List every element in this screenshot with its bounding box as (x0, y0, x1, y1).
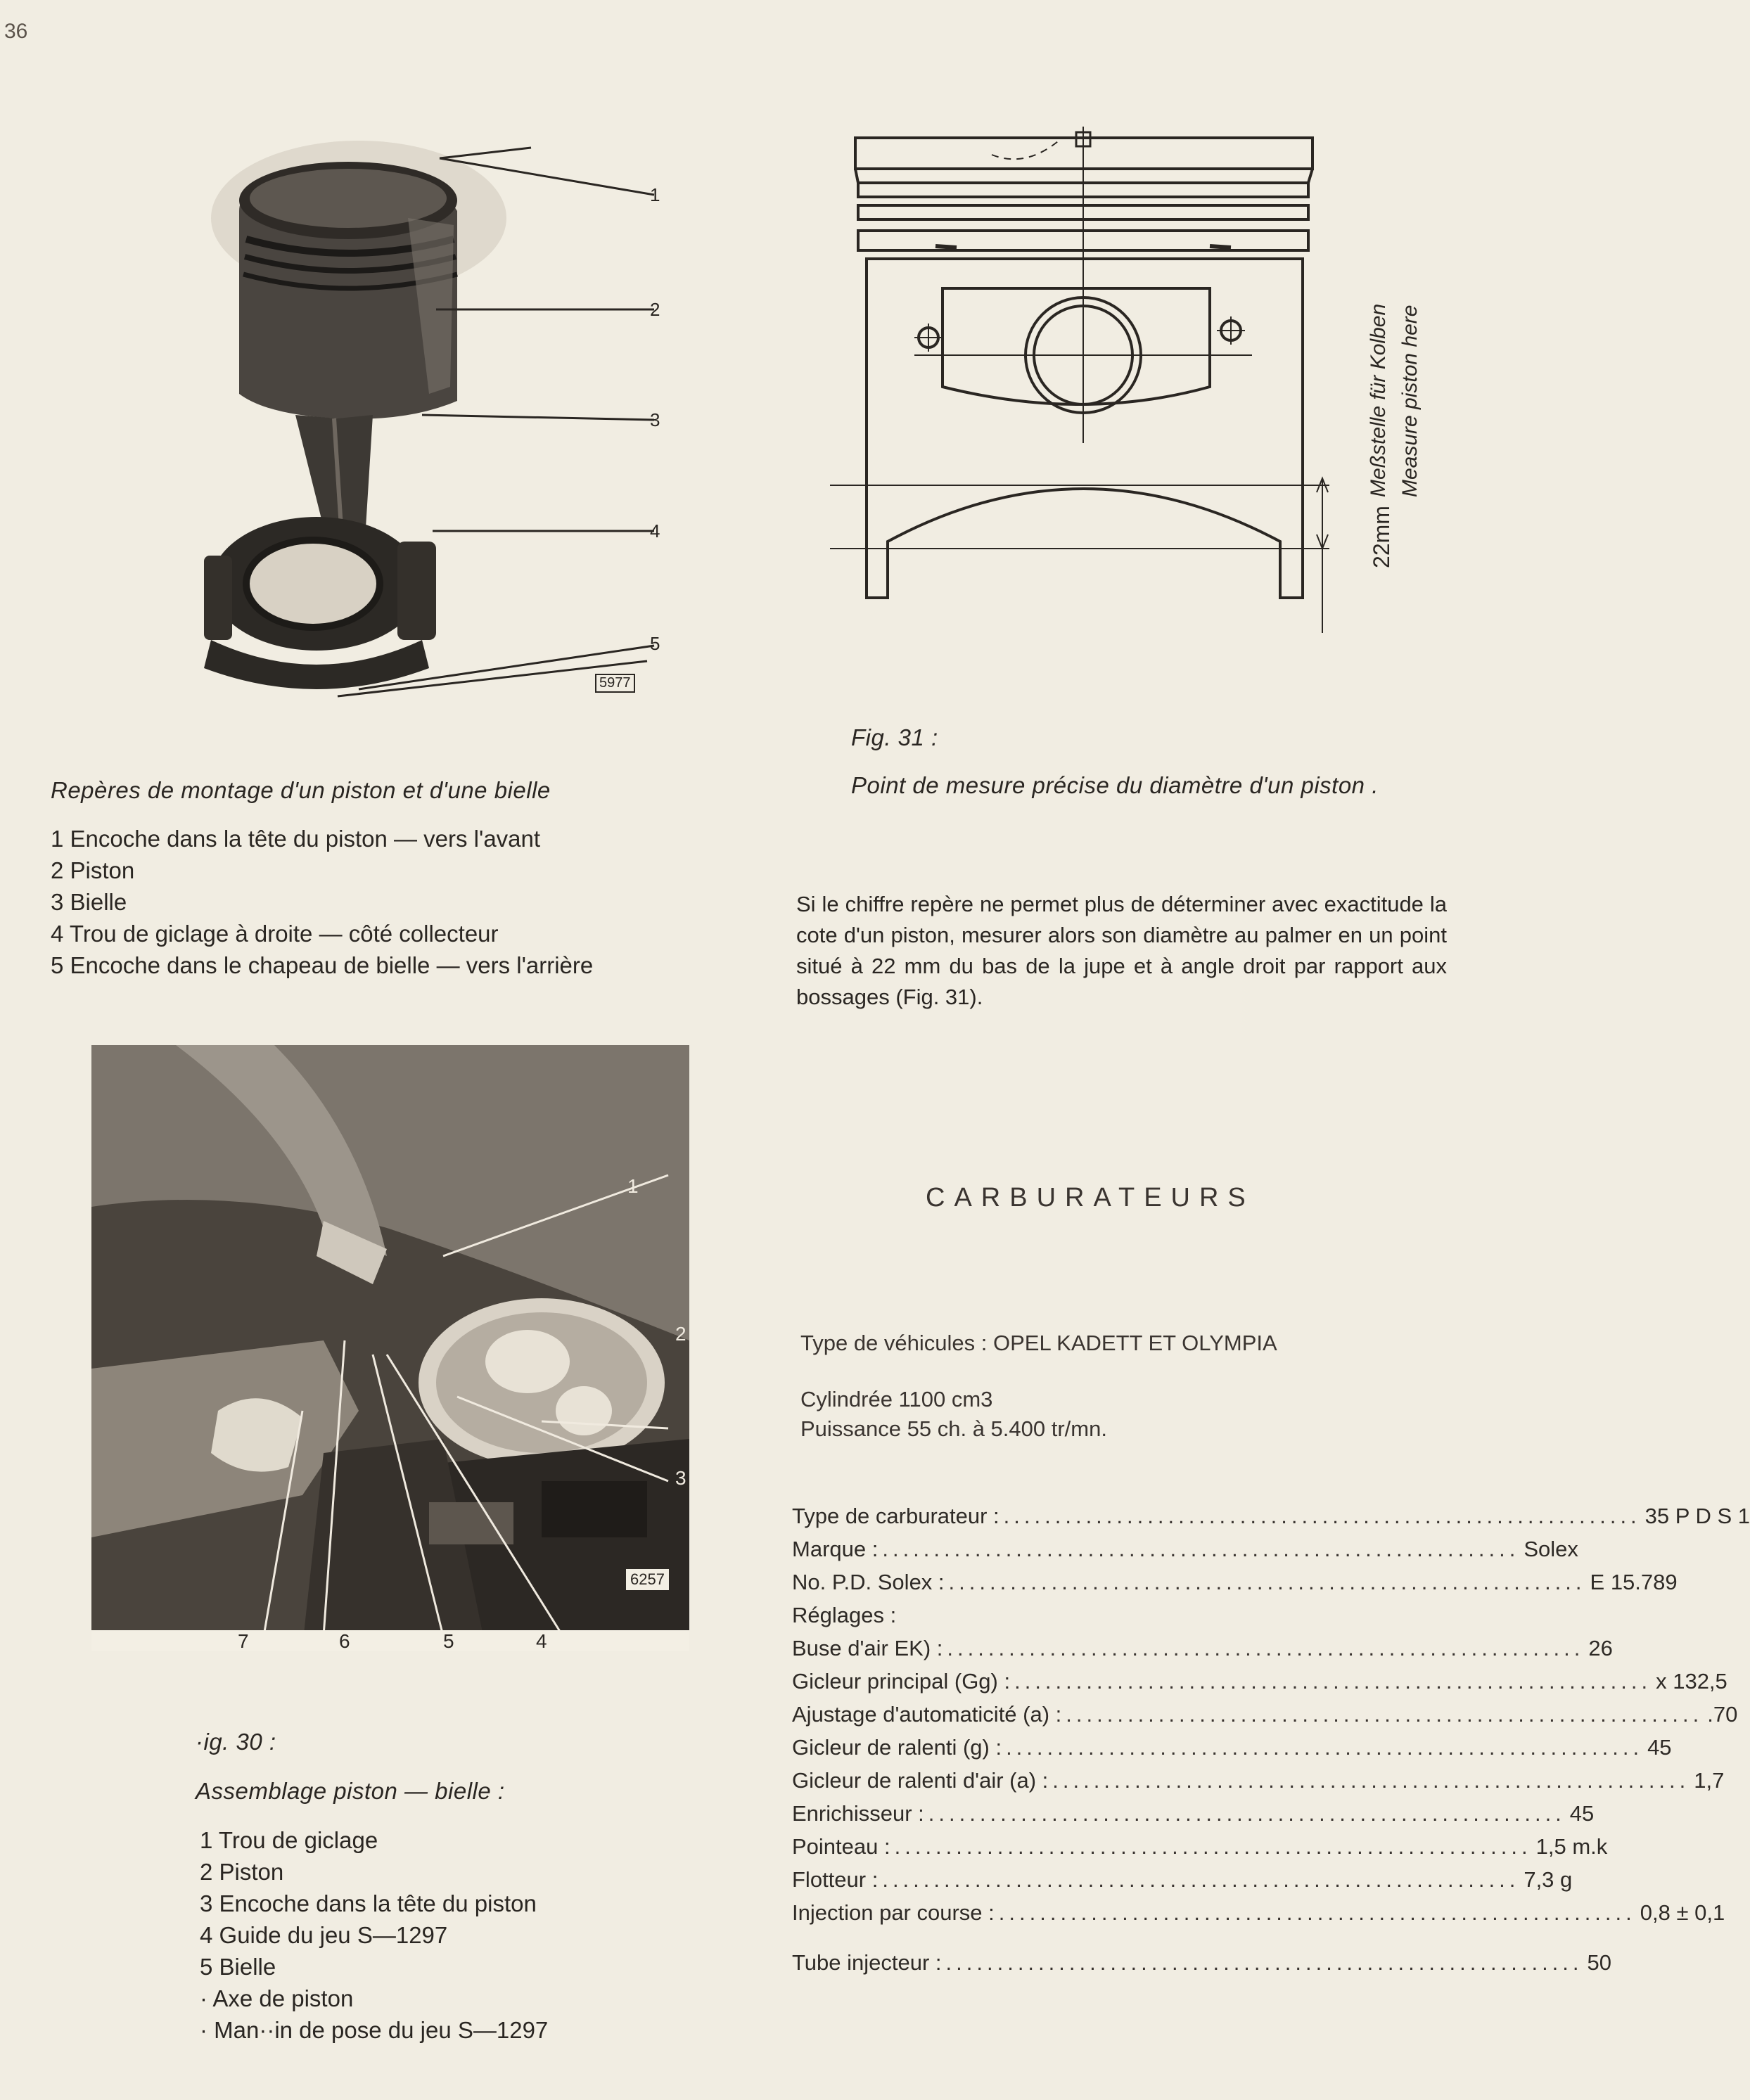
plate-number: 5977 (595, 674, 635, 693)
page-number: 36 (4, 20, 28, 43)
spec-row: Gicleur principal (Gg) : .............................................................. x 132,5 (792, 1669, 1727, 1694)
callout-4: 4 (650, 520, 660, 542)
legend-item: 1 Trou de giclage (200, 1827, 378, 1853)
spec-row: Gicleur de ralenti (g) : .............................................................. 45 (792, 1735, 1672, 1760)
displacement: Cylindrée 1100 cm3 (800, 1387, 993, 1411)
spec-row: Réglages : (792, 1603, 897, 1627)
spec-row: Type de carburateur : .............................................................. 35 P D S 1 (792, 1504, 1750, 1528)
legend-item: 3 Encoche dans la tête du piston (200, 1890, 537, 1916)
spec-row: Pointeau : .............................................................. 1,5 m.k (792, 1834, 1608, 1859)
spec-row: No. P.D. Solex : .............................................................. E 15.789 (792, 1570, 1678, 1594)
spec-row: Enrichisseur : .............................................................. 45 (792, 1801, 1595, 1826)
legend-item: 5 Bielle (200, 1954, 276, 1980)
photo-callout-2: 2 (675, 1323, 686, 1345)
assembly-photo (91, 1045, 689, 1646)
legend-item: 2 Piston (51, 857, 135, 883)
piston-drawing (830, 127, 1336, 633)
legend-item: · Man··in de pose du jeu S—1297 (200, 2017, 549, 2043)
vehicle-type: Type de véhicules : OPEL KADETT ET OLYMPIA (800, 1331, 1277, 1355)
spec-row: Buse d'air EK) : .............................................................. 26 (792, 1636, 1613, 1660)
callout-1: 1 (650, 184, 660, 205)
fig30-caption-number: ·ig. 30 : (196, 1729, 276, 1755)
body-paragraph: Si le chiffre repère ne permet plus de déterminer avec exactitude la cote d'un piston, mesurer alors son diamètre au palmer en un point situé à 22 mm du bas de la jupe et à angle droit par rapport aux bossages (Fig. 31). (796, 892, 1447, 1009)
callout-5: 5 (650, 633, 660, 654)
fig31-caption-text: Point de mesure précise du diamètre d'un piston . (851, 772, 1379, 798)
photo-callout-strip (91, 1630, 689, 1651)
fig30-legend (200, 1824, 548, 2046)
photo-callout-5: 5 (443, 1630, 454, 1652)
legend-item: 4 Trou de giclage à droite — côté collecteur (51, 921, 499, 947)
figure-legend (51, 823, 593, 981)
callout-3: 3 (650, 409, 660, 430)
callout-2: 2 (650, 299, 660, 320)
photo-callout-1: 1 (627, 1175, 639, 1197)
spec-row: Flotteur : .............................................................. 7,3 g (792, 1867, 1573, 1892)
dimension-label: 22mm (1368, 506, 1394, 568)
spec-row: Tube injecteur : .............................................................. 50 (792, 1950, 1612, 1975)
photo-plate-number: 6257 (626, 1569, 669, 1590)
legend-item: 3 Bielle (51, 889, 127, 915)
figure-caption-title: Repères de montage d'un piston et d'une bielle (51, 777, 551, 803)
fig30-caption-title: Assemblage piston — bielle : (196, 1778, 505, 1804)
power: Puissance 55 ch. à 5.400 tr/mn. (800, 1416, 1107, 1441)
photo-callout-4: 4 (536, 1630, 547, 1652)
spec-row: Injection par course : .............................................................. 0,8 ± 0,1 (792, 1900, 1725, 1925)
measure-label-de: Meßstelle für Kolben (1367, 303, 1390, 497)
photo-callout-6: 6 (339, 1630, 350, 1652)
legend-item: · Axe de piston (200, 1985, 354, 2011)
spec-row: Ajustage d'automaticité (a) : .............................................................. .70 (792, 1702, 1738, 1727)
spec-row: Marque : .............................................................. Solex (792, 1537, 1578, 1561)
legend-item: 1 Encoche dans la tête du piston — vers l'avant (51, 826, 541, 852)
spec-row: Gicleur de ralenti d'air (a) : .............................................................. 1,7 (792, 1768, 1725, 1793)
photo-callout-3: 3 (675, 1467, 686, 1489)
piston-rod-photo (197, 134, 675, 710)
legend-item: 4 Guide du jeu S—1297 (200, 1922, 448, 1948)
spec-table (792, 1504, 1750, 1983)
legend-item: 2 Piston (200, 1859, 284, 1885)
section-title: CARBURATEURS (926, 1183, 1255, 1212)
photo-callout-7: 7 (238, 1630, 249, 1652)
legend-item: 5 Encoche dans le chapeau de bielle — vers l'arrière (51, 952, 594, 978)
fig31-caption-number: Fig. 31 : (851, 724, 938, 750)
measure-label-en: Measure piston here (1398, 305, 1422, 497)
